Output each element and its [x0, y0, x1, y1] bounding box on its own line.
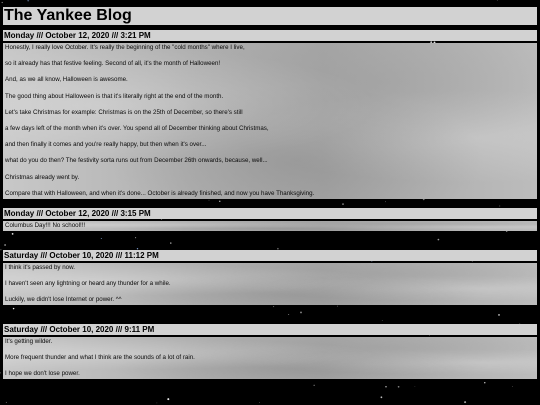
star-dot	[512, 386, 513, 387]
post-line: so it already has that festive feeling. Second of all, it's the month of Halloween!	[5, 60, 221, 68]
post-line: I haven't seen any lightning or heard any thunder for a while.	[5, 279, 171, 287]
star-dot	[167, 398, 169, 400]
post-line: a few days left of the month when it's over. You spend all of December thinking about Christmas,	[5, 124, 269, 132]
star-dot	[398, 386, 400, 388]
post-body	[3, 337, 537, 379]
post-header: Saturday /// October 10, 2020 /// 9:11 PM	[3, 324, 537, 335]
post-line: It's getting wilder.	[5, 338, 53, 346]
star-dot	[484, 382, 485, 383]
post-header: Monday /// October 12, 2020 /// 3:21 PM	[3, 30, 537, 41]
blog-post	[0, 30, 540, 199]
blog-title: The Yankee Blog	[3, 7, 537, 25]
blog-post	[0, 250, 540, 305]
star-dot	[157, 403, 158, 404]
post-body	[3, 263, 537, 305]
star-dot	[314, 385, 315, 386]
post-line: Luckily, we didn't lose Internet or power. ^^	[5, 296, 122, 304]
post-line: Christmas already went by.	[5, 173, 80, 181]
post-line: More frequent thunder and what I think are the sounds of a lot of rain.	[5, 354, 195, 362]
star-dot	[385, 386, 386, 387]
post-line: The good thing about Halloween is that it's literally right at the end of the month.	[5, 92, 224, 100]
star-dot	[415, 386, 416, 387]
post-line: I think it's passed by now.	[5, 263, 75, 271]
post-header: Monday /// October 12, 2020 /// 3:15 PM	[3, 208, 537, 219]
post-line: I hope we don't lose power.	[5, 370, 80, 378]
star-dot	[259, 402, 260, 403]
post-line: what do you do then? The festivity sorta runs out from December 26th onwards, because, well...	[5, 157, 268, 165]
post-line: Let's take Christmas for example: Christmas is on the 25th of December, so there's still	[5, 108, 243, 116]
star-dot	[381, 396, 383, 398]
post-line: and then finally it comes and you're really happy, but then when it's over...	[5, 141, 207, 149]
star-dot	[464, 401, 466, 403]
post-line: Compare that with Halloween, and when it's done... October is already finished, and now you have Thanksgiving.	[5, 189, 315, 197]
blog-post	[0, 324, 540, 379]
blog-post	[0, 208, 540, 231]
post-line: And, as we all know, Halloween is awesome.	[5, 76, 128, 84]
post-body	[3, 43, 537, 199]
star-dot	[6, 402, 7, 403]
post-header: Saturday /// October 10, 2020 /// 11:12 PM	[3, 250, 537, 261]
post-line: Honestly, I really love October. It's really the beginning of the "cold months" where I live,	[5, 44, 245, 51]
post-body	[3, 221, 537, 231]
post-line: Columbus Day!!! No school!!!	[5, 221, 86, 229]
